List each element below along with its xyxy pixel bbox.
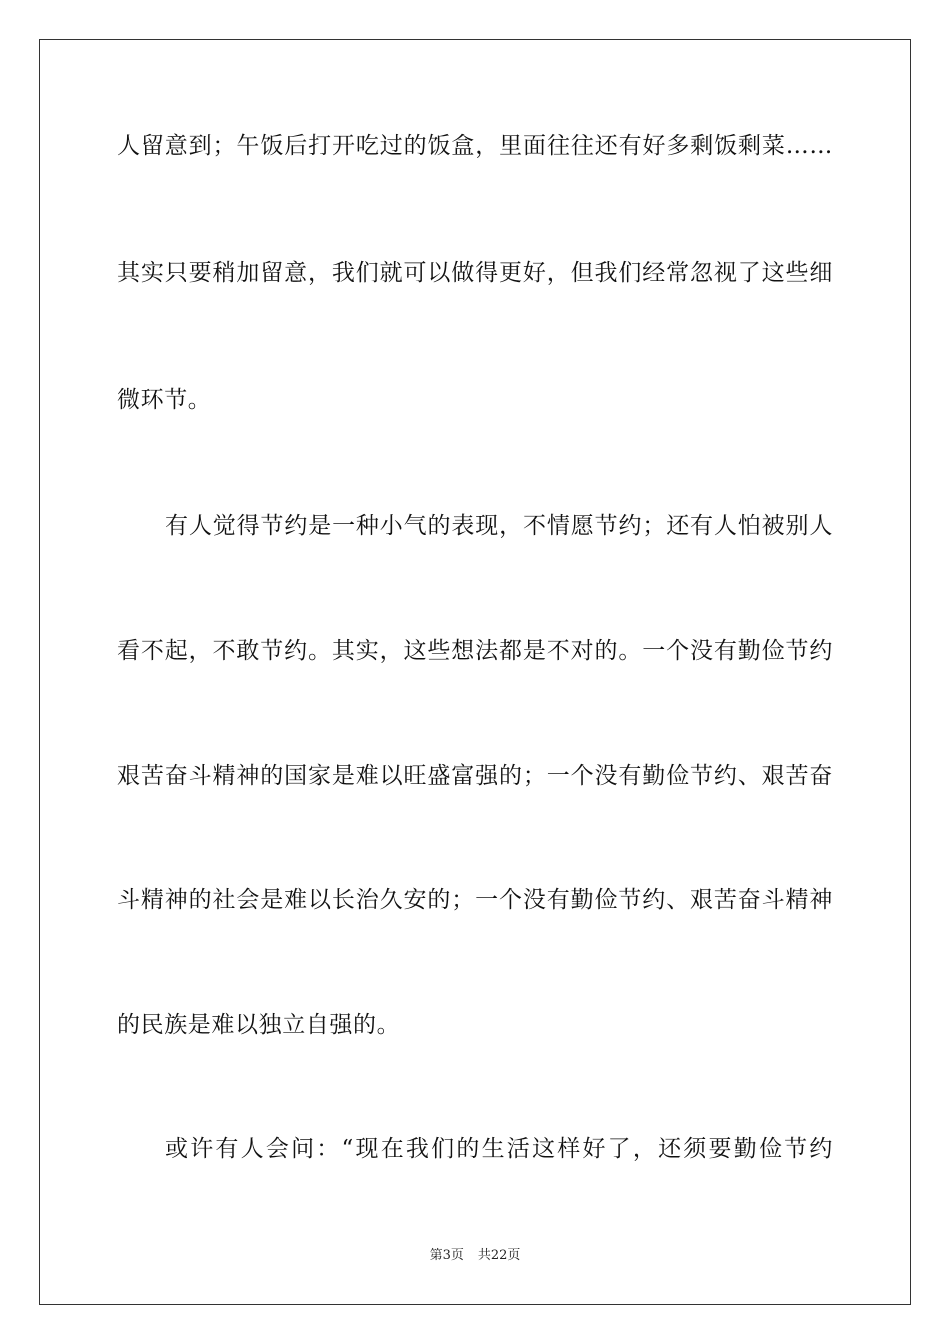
text-line-9: 或许有人会问：“现在我们的生活这样好了，还须要勤俭节约 xyxy=(165,1136,833,1162)
text-line-6: 艰苦奋斗精神的国家是难以旺盛富强的；一个没有勤俭节约、艰苦奋 xyxy=(117,763,833,789)
text-line-5: 看不起，不敢节约。其实，这些想法都是不对的。一个没有勤俭节约 xyxy=(117,638,833,664)
page-footer xyxy=(0,1247,950,1265)
page-number: 第3页 xyxy=(429,1248,464,1263)
text-line-4: 有人觉得节约是一种小气的表现，不情愿节约；还有人怕被别人 xyxy=(165,513,833,539)
text-line-7: 斗精神的社会是难以长治久安的；一个没有勤俭节约、艰苦奋斗精神 xyxy=(117,887,833,913)
text-line-1: 人留意到；午饭后打开吃过的饭盒，里面往往还有好多剩饭剩菜…… xyxy=(117,133,833,159)
page-total: 共22页 xyxy=(477,1248,521,1263)
text-line-8: 的民族是难以独立自强的。 xyxy=(117,1012,401,1038)
text-line-3: 微环节。 xyxy=(117,387,212,413)
page-border xyxy=(39,39,911,1305)
text-line-2: 其实只要稍加留意，我们就可以做得更好，但我们经常忽视了这些细 xyxy=(117,260,833,286)
